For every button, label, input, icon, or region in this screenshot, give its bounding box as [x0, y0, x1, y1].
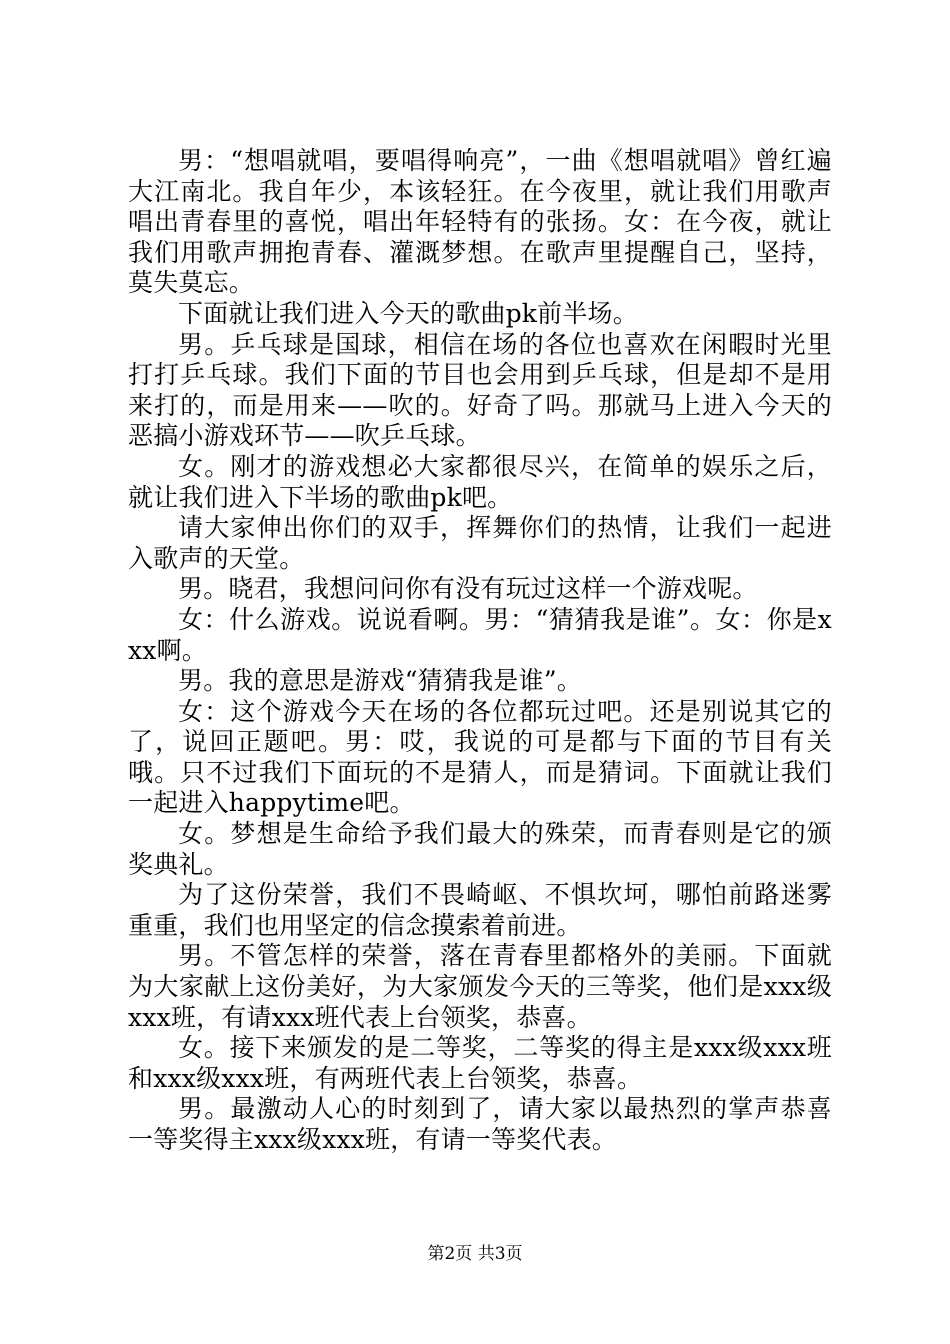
paragraph-7: 女：什么游戏。说说看啊。男：“猜猜我是谁”。女：你是xxx啊。 — [128, 604, 832, 665]
page-number-footer: 第2页 共3页 — [427, 1244, 523, 1264]
paragraph-11: 为了这份荣誉，我们不畏崎岖、不惧坎坷，哪怕前路迷雾重重，我们也用坚定的信念摸索着前进。 — [128, 880, 832, 940]
paragraph-14: 男。最激动人心的时刻到了，请大家以最热烈的掌声恭喜一等奖得主xxx级xxx班，有请一等奖代表。 — [128, 1094, 832, 1154]
paragraph-6: 男。晓君，我想问问你有没有玩过这样一个游戏呢。 — [178, 574, 758, 604]
paragraph-8: 男。我的意思是游戏“猜猜我是谁”。 — [178, 666, 582, 696]
paragraph-12: 男。不管怎样的荣誉，落在青春里都格外的美丽。下面就为大家献上这份美好，为大家颁发今天的三等奖，他们是xxx级xxx班，有请xxx班代表上台领奖，恭喜。 — [128, 941, 832, 1032]
document-body — [128, 146, 832, 1156]
paragraph-3: 男。乒乓球是国球，相信在场的各位也喜欢在闲暇时光里打打乒乓球。我们下面的节目也会用到乒乓球，但是却不是用来打的，而是用来——吹的。好奇了吗。那就马上进入今天的恶搞小游戏环节——吹乒乓球。 — [128, 329, 832, 451]
paragraph-5: 请大家伸出你们的双手，挥舞你们的热情，让我们一起进入歌声的天堂。 — [128, 513, 832, 573]
paragraph-2: 下面就让我们进入今天的歌曲pk前半场。 — [178, 298, 638, 328]
paragraph-9: 女：这个游戏今天在场的各位都玩过吧。还是别说其它的了，说回正题吧。男：哎，我说的可是都与下面的节目有关哦。只不过我们下面玩的不是猜人，而是猜词。下面就让我们一起进入happytime吧。 — [128, 696, 832, 818]
paragraph-10: 女。梦想是生命给予我们最大的殊荣，而青春则是它的颁奖典礼。 — [128, 819, 832, 879]
paragraph-1: 男：“想唱就唱，要唱得响亮”，一曲《想唱就唱》曾红遍大江南北。我自年少，本该轻狂。在今夜里，就让我们用歌声唱出青春里的喜悦，唱出年轻特有的张扬。女：在今夜，就让我们用歌声拥抱青春、灌溉梦想。在歌声里提醒自己，坚持，莫失莫忘。 — [128, 146, 832, 298]
paragraph-13: 女。接下来颁发的是二等奖，二等奖的得主是xxx级xxx班和xxx级xxx班，有两班代表上台领奖，恭喜。 — [128, 1033, 832, 1093]
paragraph-4: 女。刚才的游戏想必大家都很尽兴，在简单的娱乐之后，就让我们进入下半场的歌曲pk吧。 — [128, 451, 832, 512]
